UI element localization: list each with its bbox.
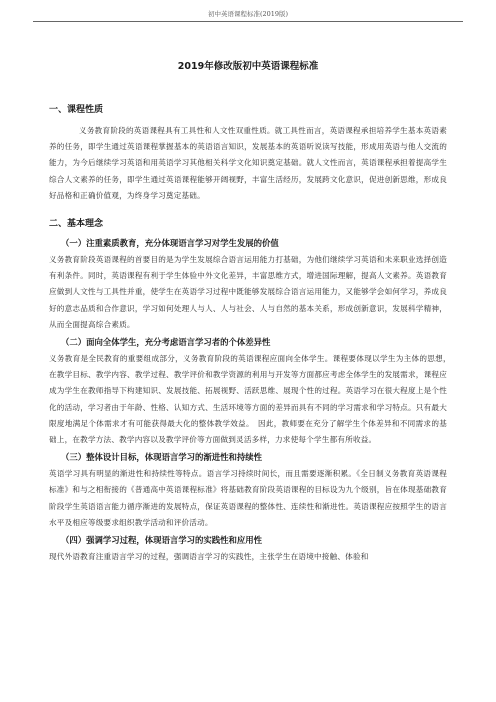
section-gap bbox=[49, 204, 447, 216]
running-header: 初中英语课程标准(2019版) bbox=[33, 9, 463, 22]
subsection-paragraph-4: 现代外语教育注重语言学习的过程，强调语言学习的实践性，主张学生在语境中接触、体验和 bbox=[49, 552, 369, 562]
subsection-paragraph-2: 义务教育是全民教育的重要组成部分，义务教育阶段的英语课程应面向全体学生。课程要体现以学生为主体的思想， 在教学目标、教学内容、教学过程、教学评价和教学资源的利用与开发等方面都应考虑全体学生的发展需求，课程应成为学生在教师指导下构建知识、发展技能、拓展视野、活跃思维、展现个性的过程。英语学习在很大程度上是个性化的活动，学习者由于年龄、性格、认知方式、生活环境等方面的差异而具有不同的学习需求和学习特点。只有最大限度地满足个体需求才有可能获得最大化的整体教学效益。 因此，教师要在充分了解学生个体差异和不同需求的基础上，在教学方法、教学内容以及教学评价等方面做到灵活多样，力求使每个学生都有所收益。 bbox=[49, 354, 455, 445]
document-body bbox=[49, 102, 455, 565]
subsection-paragraph-3: 英语学习具有明显的渐进性和持续性等特点。语言学习持续时间长，而且需要逐渐积累。《全日制义务教育英语课程标准》和与之相衔接的《普通高中英语课程标准》将基础教育阶段英语课程的目标设为九个级别，旨在体现基础教育阶段学生英语语言能力循序渐进的发展特点，保证英语课程的整体性、连续性和渐进性。英语课程应按照学生的语言水平及相应等级要求组织教学活动和评价活动。 bbox=[49, 469, 447, 527]
subsection-heading-4: （四）强调学习过程，体现语言学习的实践性和应用性 bbox=[61, 535, 262, 546]
section-paragraph-nature: 义务教育阶段的英语课程具有工具性和人文性双重性质。就工具性而言，英语课程承担培养学生基本英语素养的任务，即学生通过英语课程掌握基本的英语语言知识，发展基本的英语听说读写技能，形成用英语与他人交流的能力，为今后继续学习英语和用英语学习其他相关科学文化知识奠定基础。就人文性而言，英语课程承担着提高学生综合人文素养的任务，即学生通过英语课程能够开阔视野，丰富生活经历，发展跨文化意识，促进创新思维，形成良好品格和正确价值观，为终身学习奠定基础。 bbox=[49, 126, 447, 200]
subsection-heading-3: （三）整体设计目标，体现语言学习的渐进性和持续性 bbox=[61, 452, 262, 463]
section-heading-principles: 二、基本理念 bbox=[49, 219, 104, 230]
section-heading-nature: 一、课程性质 bbox=[49, 105, 104, 115]
subsection-heading-2: （二）面向全体学生，充分考虑语言学习者的个体差异性 bbox=[61, 337, 271, 348]
subsection-heading-1: （一）注重素质教育，充分体现语言学习对学生发展的价值 bbox=[61, 238, 279, 249]
document-title: 2019年修改版初中英语课程标准 bbox=[177, 61, 319, 72]
subsection-paragraph-1: 义务教育阶段英语课程的首要目的是为学生发展综合语言运用能力打基础，为他们继续学习英语和未来职业选择创造有利条件。同时，英语课程有利于学生体验中外文化差异，丰富思维方式，增进国际理解，提高人文素养。英语教育应做到人文性与工具性并重，使学生在英语学习过程中既能够发展综合语言运用能力，又能够学会如何学习，养成良好的意志品质和合作意识，学习如何处理人与人、人与社会、人与自然的基本关系，形成创新意识，发展科学精神，从而全面提高综合素质。 bbox=[49, 255, 447, 329]
